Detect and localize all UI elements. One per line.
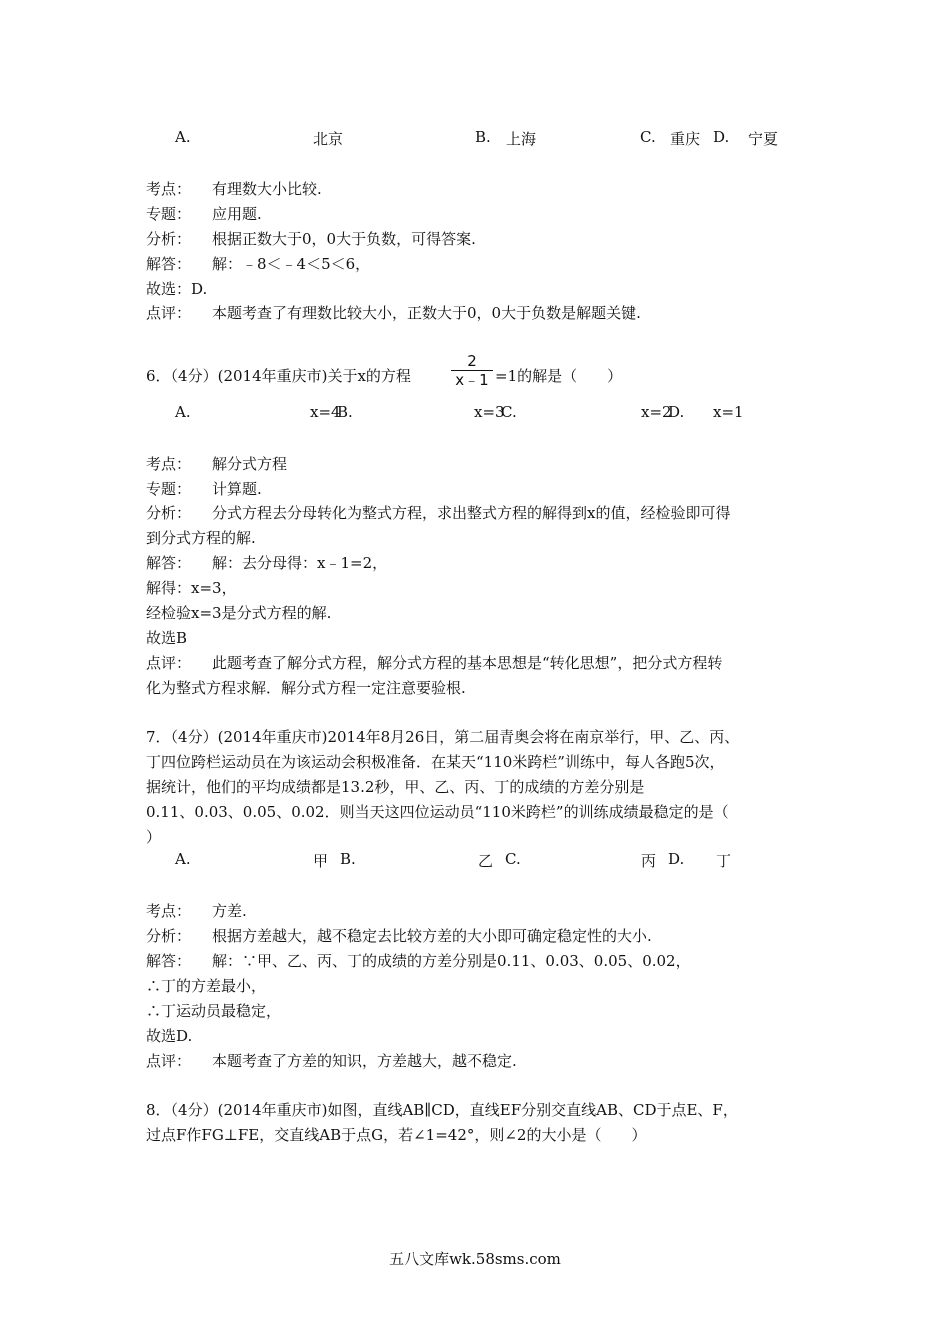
q5-tag: 专题：	[146, 205, 192, 223]
q7-tag: 点评：	[146, 1052, 192, 1070]
q7-line: 方差.	[212, 902, 247, 920]
q6-tag: 考点：	[146, 455, 192, 473]
q6-tag: 分析：	[146, 504, 192, 522]
q5-option-b-text: 上海	[506, 130, 537, 148]
q5-option-c-label: C.	[640, 128, 656, 146]
q7-line: ∴丁的方差最小，	[146, 977, 267, 995]
q7-line: 故选D.	[146, 1027, 193, 1045]
q6-line: 分式方程去分母转化为整式方程，求出整式方程的解得到x的值，经检验即可得	[212, 504, 731, 522]
q7-option-a-label: A.	[175, 850, 191, 868]
q6-tag: 专题：	[146, 480, 192, 498]
q5-tag: 分析：	[146, 230, 192, 248]
q7-stem-line: 0.11、0.03、0.05、0.02．则当天这四位运动员“110米跨栏”的训练成绩最稳定的是（	[146, 803, 729, 821]
q8-stem-line: 8．（4分）(2014年重庆市)如图，直线AB∥CD，直线EF分别交直线AB、CD于点E、F，	[146, 1101, 738, 1119]
q5-option-a-text: 北京	[313, 130, 344, 148]
q6-line: 经检验x=3是分式方程的解.	[146, 604, 332, 622]
q5-option-c-text: 重庆	[670, 130, 701, 148]
q6-option-c-label: C.	[501, 403, 517, 421]
q7-option-b-label: B.	[340, 850, 356, 868]
q6-line: 解得：x=3，	[146, 579, 237, 597]
q5-line: 解：﹣8＜﹣4＜5＜6，	[212, 255, 371, 273]
q5-line: 应用题.	[212, 205, 262, 223]
q6-stem-after: =1的解是（ ）	[495, 367, 623, 385]
q6-fraction	[451, 352, 493, 389]
q7-option-c-label: C.	[505, 850, 521, 868]
q7-option-a-text: 甲	[313, 852, 329, 870]
q6-line: 到分式方程的解.	[146, 529, 256, 547]
q6-stem-before: 6．（4分）(2014年重庆市)关于x的方程	[146, 367, 411, 385]
q7-stem-line: 据统计，他们的平均成绩都是13.2秒，甲、乙、丙、丁的成绩的方差分别是	[146, 778, 645, 796]
q7-option-d-text: 丁	[716, 852, 732, 870]
q7-line: ∴丁运动员最稳定，	[146, 1002, 282, 1020]
q7-option-c-text: 丙	[641, 852, 657, 870]
q7-line: 解：∵甲、乙、丙、丁的成绩的方差分别是0.11、0.03、0.05、0.02，	[212, 952, 691, 970]
q6-option-d-label: D.	[668, 403, 685, 421]
q7-option-d-label: D.	[668, 850, 685, 868]
q6-option-b-text: x=3	[474, 403, 505, 421]
q6-option-a-text: x=4	[310, 403, 341, 421]
q7-tag: 考点：	[146, 902, 192, 920]
q7-line: 本题考查了方差的知识，方差越大，越不稳定.	[212, 1052, 517, 1070]
q6-line: 化为整式方程求解．解分式方程一定注意要验根.	[146, 679, 466, 697]
q6-line: 此题考查了解分式方程，解分式方程的基本思想是“转化思想”，把分式方程转	[212, 654, 723, 672]
q7-tag: 解答：	[146, 952, 192, 970]
q6-frac-numerator: 2	[467, 352, 477, 370]
q6-option-b-label: B.	[337, 403, 353, 421]
q7-line: 根据方差越大，越不稳定去比较方差的大小即可确定稳定性的大小.	[212, 927, 652, 945]
q5-tag: 点评：	[146, 304, 192, 322]
q7-tag: 分析：	[146, 927, 192, 945]
q5-line: 有理数大小比较.	[212, 180, 322, 198]
q7-stem-line: ）	[146, 828, 162, 846]
q6-frac-denominator: x﹣1	[455, 371, 489, 389]
q5-line: 根据正数大于0，0大于负数，可得答案.	[212, 230, 476, 248]
q5-line: 本题考查了有理数比较大小，正数大于0，0大于负数是解题关键.	[212, 304, 641, 322]
q8-stem-line: 过点F作FG⊥FE，交直线AB于点G，若∠1=42°，则∠2的大小是（ ）	[146, 1126, 647, 1144]
q6-tag: 点评：	[146, 654, 192, 672]
q6-tag: 解答：	[146, 554, 192, 572]
q7-option-b-text: 乙	[478, 852, 494, 870]
footer-watermark: 五八文库wk.58sms.com	[389, 1250, 561, 1268]
q6-line: 解：去分母得：x﹣1=2，	[212, 554, 388, 572]
q6-line: 解分式方程	[212, 455, 288, 473]
q5-option-d-text: 宁夏	[748, 130, 779, 148]
q6-option-c-text: x=2	[641, 403, 672, 421]
q6-line: 故选B	[146, 629, 188, 647]
q6-line: 计算题.	[212, 480, 262, 498]
q5-option-a-label: A.	[175, 128, 191, 146]
q5-option-d-label: D.	[713, 128, 730, 146]
q6-option-d-text: x=1	[713, 403, 744, 421]
q6-option-a-label: A.	[175, 403, 191, 421]
q5-option-b-label: B.	[475, 128, 491, 146]
q5-tag: 考点：	[146, 180, 192, 198]
q5-tag: 解答：	[146, 255, 192, 273]
q7-stem-line: 丁四位跨栏运动员在为该运动会积极准备．在某天“110米跨栏”训练中，每人各跑5次，	[146, 753, 725, 771]
q5-line: 故选：D.	[146, 280, 208, 298]
q7-stem-line: 7．（4分）(2014年重庆市)2014年8月26日，第二届青奥会将在南京举行，甲、乙、丙、	[146, 728, 740, 746]
